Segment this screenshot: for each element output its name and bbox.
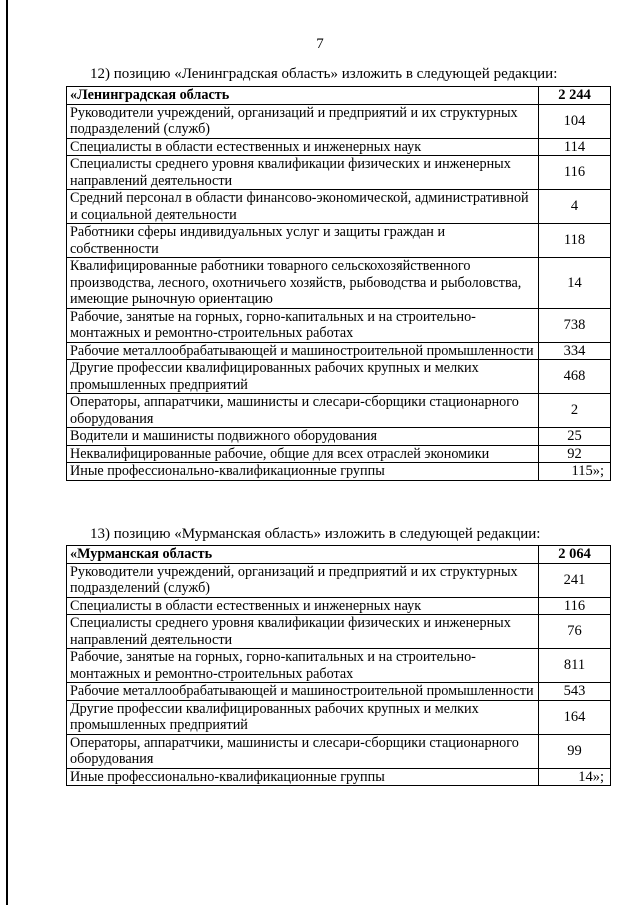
occupation-group-label: Специалисты среднего уровня квалификации физических и инженерных направлений деятельности xyxy=(67,615,539,649)
occupation-group-value: 2 xyxy=(539,394,611,428)
region-name: «Ленинградская область xyxy=(67,87,539,105)
occupation-group-label: Рабочие, занятые на горных, горно-капитальных и на строительно-монтажных и ремонтно-строительных работах xyxy=(67,649,539,683)
table-row xyxy=(67,104,611,138)
occupation-group-value: 104 xyxy=(539,104,611,138)
murmansk-table xyxy=(66,545,611,786)
table-row xyxy=(67,768,611,786)
table-header-row xyxy=(67,546,611,564)
occupation-group-value: 543 xyxy=(539,683,611,701)
occupation-group-value: 115»; xyxy=(539,463,611,481)
table-row xyxy=(67,700,611,734)
occupation-group-value: 811 xyxy=(539,649,611,683)
occupation-group-label: Иные профессионально-квалификационные группы xyxy=(67,768,539,786)
occupation-group-value: 241 xyxy=(539,563,611,597)
occupation-group-value: 116 xyxy=(539,597,611,615)
occupation-group-label: Руководители учреждений, организаций и предприятий и их структурных подразделений (служб) xyxy=(67,104,539,138)
occupation-group-value: 4 xyxy=(539,190,611,224)
occupation-group-label: Специалисты среднего уровня квалификации физических и инженерных направлений деятельности xyxy=(67,156,539,190)
occupation-group-label: Рабочие, занятые на горных, горно-капитальных и на строительно-монтажных и ремонтно-строительных работах xyxy=(67,308,539,342)
occupation-group-value: 116 xyxy=(539,156,611,190)
table-row xyxy=(67,156,611,190)
table-row xyxy=(67,360,611,394)
table-row xyxy=(67,342,611,360)
occupation-group-value: 92 xyxy=(539,445,611,463)
scan-edge-line xyxy=(6,0,8,905)
occupation-group-value: 14 xyxy=(539,258,611,309)
occupation-group-label: Рабочие металлообрабатывающей и машиностроительной промышленности xyxy=(67,342,539,360)
occupation-group-label: Другие профессии квалифицированных рабочих крупных и мелких промышленных предприятий xyxy=(67,360,539,394)
table-row xyxy=(67,224,611,258)
table-row xyxy=(67,138,611,156)
occupation-group-value: 334 xyxy=(539,342,611,360)
page-number: 7 xyxy=(316,36,324,52)
occupation-group-label: Специалисты в области естественных и инженерных наук xyxy=(67,597,539,615)
table-row xyxy=(67,190,611,224)
occupation-group-label: Специалисты в области естественных и инженерных наук xyxy=(67,138,539,156)
table-row xyxy=(67,394,611,428)
table-row xyxy=(67,445,611,463)
leningrad-table xyxy=(66,86,611,481)
occupation-group-value: 99 xyxy=(539,734,611,768)
region-total: 2 244 xyxy=(539,87,611,105)
table-row xyxy=(67,597,611,615)
section-heading-murmansk: 13) позицию «Мурманская область» изложить в следующей редакции: xyxy=(90,526,541,542)
table-row xyxy=(67,463,611,481)
table-row xyxy=(67,683,611,701)
occupation-group-value: 25 xyxy=(539,428,611,446)
occupation-group-label: Работники сферы индивидуальных услуг и защиты граждан и собственности xyxy=(67,224,539,258)
occupation-group-label: Средний персонал в области финансово-экономической, административной и социальной деятельности xyxy=(67,190,539,224)
occupation-group-label: Квалифицированные работники товарного сельскохозяйственного производства, лесного, охотничьего хозяйств, рыбоводства и рыболовства, имеющие рыночную ориентацию xyxy=(67,258,539,309)
occupation-group-label: Операторы, аппаратчики, машинисты и слесари-сборщики стационарного оборудования xyxy=(67,734,539,768)
occupation-group-value: 118 xyxy=(539,224,611,258)
table-row xyxy=(67,563,611,597)
occupation-group-label: Другие профессии квалифицированных рабочих крупных и мелких промышленных предприятий xyxy=(67,700,539,734)
occupation-group-value: 14»; xyxy=(539,768,611,786)
region-name: «Мурманская область xyxy=(67,546,539,564)
table-row xyxy=(67,649,611,683)
occupation-group-label: Рабочие металлообрабатывающей и машиностроительной промышленности xyxy=(67,683,539,701)
occupation-group-label: Иные профессионально-квалификационные группы xyxy=(67,463,539,481)
table-row xyxy=(67,734,611,768)
occupation-group-value: 738 xyxy=(539,308,611,342)
occupation-group-value: 76 xyxy=(539,615,611,649)
occupation-group-label: Неквалифицированные рабочие, общие для всех отраслей экономики xyxy=(67,445,539,463)
occupation-group-label: Операторы, аппаратчики, машинисты и слесари-сборщики стационарного оборудования xyxy=(67,394,539,428)
occupation-group-label: Руководители учреждений, организаций и предприятий и их структурных подразделений (служб) xyxy=(67,563,539,597)
section-heading-leningrad: 12) позицию «Ленинградская область» изложить в следующей редакции: xyxy=(90,66,558,82)
table-header-row xyxy=(67,87,611,105)
table-row xyxy=(67,615,611,649)
occupation-group-value: 164 xyxy=(539,700,611,734)
region-total: 2 064 xyxy=(539,546,611,564)
occupation-group-value: 114 xyxy=(539,138,611,156)
table-row xyxy=(67,308,611,342)
table-row xyxy=(67,258,611,309)
occupation-group-label: Водители и машинисты подвижного оборудования xyxy=(67,428,539,446)
occupation-group-value: 468 xyxy=(539,360,611,394)
table-row xyxy=(67,428,611,446)
